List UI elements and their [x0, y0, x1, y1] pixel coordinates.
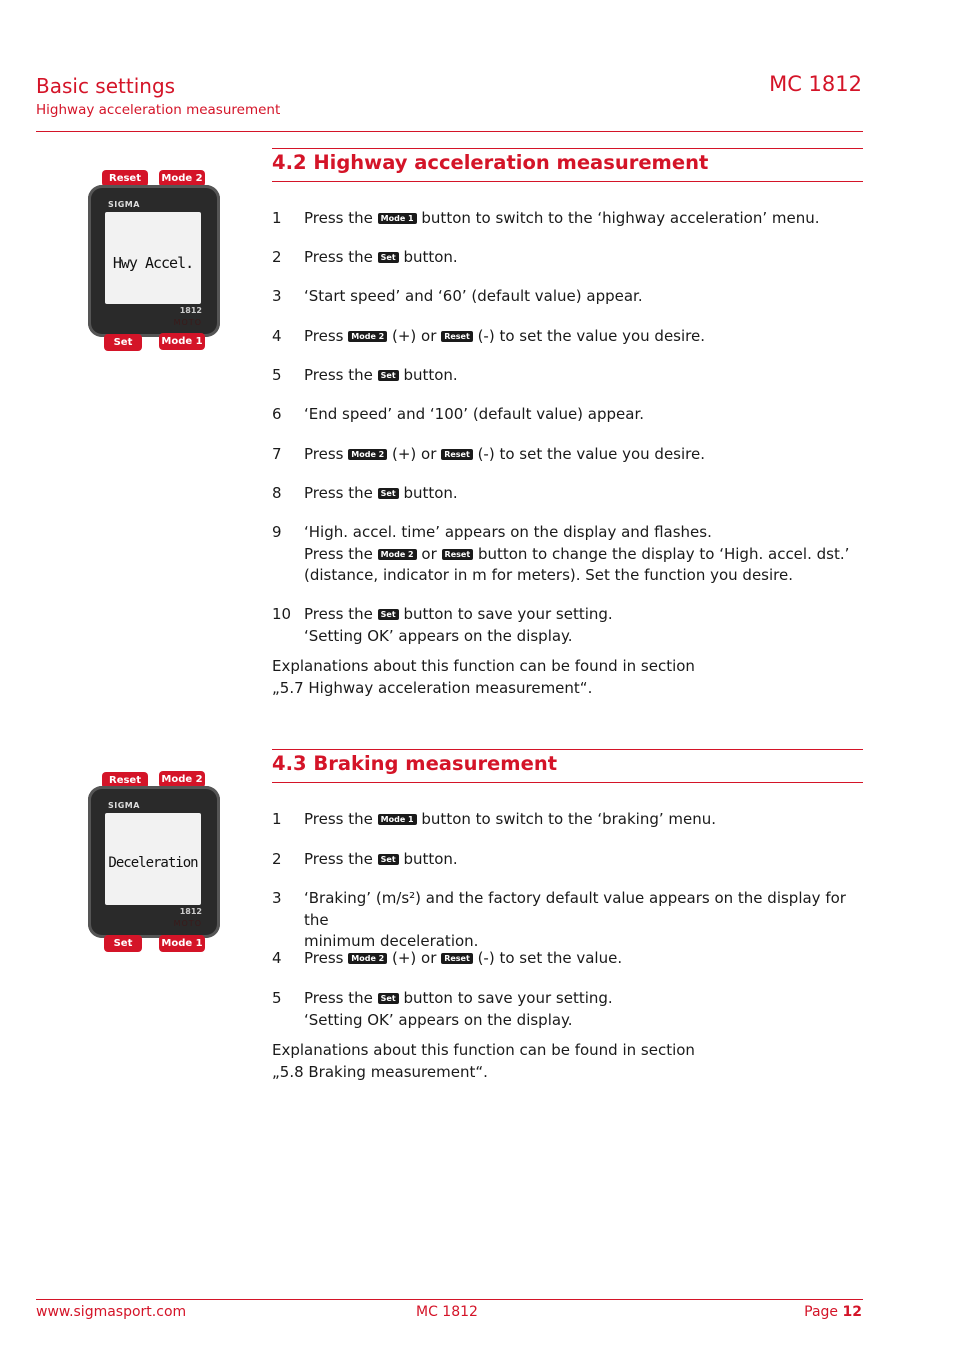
step-number: 4 — [272, 949, 282, 967]
step-number: 5 — [272, 989, 282, 1007]
step-text: button to change the display to ‘High. accel. dst.’ — [477, 544, 850, 563]
footer-model: MC 1812 — [416, 1304, 478, 1320]
step-text: ‘Setting OK’ appears on the display. — [304, 1010, 573, 1029]
device-model-mark: 1812 — [179, 907, 202, 916]
sigma-logo: SIGMA — [108, 801, 140, 810]
step-text: Press the — [304, 544, 373, 563]
step-text: button to save your setting. — [403, 989, 613, 1007]
step-text: Press — [304, 327, 344, 345]
device-mode2-tab: Mode 2 — [159, 771, 205, 788]
step-number: 1 — [272, 209, 282, 227]
footer-url-link[interactable]: www.sigmasport.com — [36, 1304, 187, 1320]
step-number: 2 — [272, 248, 282, 266]
section-4-3-note — [272, 1039, 852, 1083]
step-number: 10 — [272, 605, 292, 623]
note-text: „5.8 Braking measurement“. — [272, 1063, 488, 1081]
set-button-icon: Set — [378, 488, 399, 499]
note-text: Explanations about this function can be found in section — [272, 1041, 695, 1059]
device-illustration-deceleration — [86, 771, 226, 961]
step-number: 5 — [272, 366, 282, 384]
mode2-button-icon: Mode 2 — [378, 549, 417, 560]
reset-button-icon: Reset — [442, 549, 474, 560]
step-number: 6 — [272, 405, 282, 423]
section-4-2-heading — [272, 148, 863, 182]
mode1-button-icon: Mode 1 — [378, 814, 417, 825]
step-number: 3 — [272, 889, 282, 907]
device-model-mark: 1812 — [179, 306, 202, 315]
step-text: Press the — [304, 484, 373, 502]
step-text: button to switch to the ‘braking’ menu. — [421, 810, 717, 828]
header-subtitle: Highway acceleration measurement — [36, 102, 281, 118]
step-text: button. — [403, 248, 458, 266]
step-text: (-) to set the value. — [477, 949, 623, 967]
device-moto-mark: MOTO — [173, 919, 202, 928]
section-4-3-heading — [272, 749, 863, 783]
step-text: button. — [403, 366, 458, 384]
device-screen — [105, 813, 201, 905]
step-text: button to save your setting. — [403, 605, 613, 623]
page-label: Page — [804, 1304, 839, 1320]
step-text: Press the — [304, 209, 373, 227]
step-text: (distance, indicator in m for meters). Set the function you desire. — [304, 566, 794, 584]
step-text: (-) to set the value you desire. — [477, 327, 706, 345]
step-text: Press the — [304, 810, 373, 828]
step-text: ‘Start speed’ and ‘60’ (default value) appear. — [304, 287, 643, 305]
set-button-icon: Set — [378, 252, 399, 263]
step-text: button. — [403, 484, 458, 502]
footer-page — [804, 1304, 862, 1320]
section-4-2-title: 4.2 Highway acceleration measurement — [272, 151, 709, 174]
footer-rule — [36, 1299, 863, 1300]
device-moto-mark: MOTO — [173, 318, 202, 327]
step-text: button. — [403, 850, 458, 868]
step-text: Press the — [304, 248, 373, 266]
step-number: 9 — [272, 523, 282, 541]
page-number: 12 — [842, 1304, 862, 1320]
step-number: 3 — [272, 287, 282, 305]
reset-button-icon: Reset — [441, 953, 473, 964]
step-text: Press — [304, 445, 344, 463]
set-button-icon: Set — [378, 609, 399, 620]
step-text: ‘Braking’ (m/s²) and the factory default value appears on the display for the — [304, 889, 846, 929]
device-mode1-tab: Mode 1 — [159, 935, 205, 952]
set-button-icon: Set — [378, 370, 399, 381]
step-text: minimum deceleration. — [304, 932, 479, 950]
device-mode1-tab: Mode 1 — [159, 333, 205, 350]
step-text: button to switch to the ‘highway acceleration’ menu. — [421, 209, 820, 227]
step-text: Press the — [304, 605, 373, 623]
header-rule — [36, 131, 863, 132]
device-set-tab: Set — [104, 935, 142, 952]
step-number: 2 — [272, 850, 282, 868]
step-text: ‘High. accel. time’ appears on the display and flashes. — [304, 523, 712, 541]
note-text: Explanations about this function can be found in section — [272, 657, 695, 675]
device-reset-tab: Reset — [102, 170, 148, 187]
set-button-icon: Set — [378, 993, 399, 1004]
device-body — [88, 786, 220, 938]
step-number: 1 — [272, 810, 282, 828]
mode2-button-icon: Mode 2 — [348, 953, 387, 964]
step-text: ‘End speed’ and ‘100’ (default value) appear. — [304, 405, 645, 423]
mode2-button-icon: Mode 2 — [348, 449, 387, 460]
step-text: or — [421, 544, 437, 563]
device-illustration-hwy-accel — [86, 170, 226, 360]
step-text: Press the — [304, 989, 373, 1007]
step-number: 8 — [272, 484, 282, 502]
device-body — [88, 185, 220, 337]
step-text: (+) or — [392, 327, 437, 345]
step-text: Press the — [304, 366, 373, 384]
screen-text: Deceleration — [108, 855, 198, 871]
note-text: „5.7 Highway acceleration measurement“. — [272, 679, 593, 697]
screen-text: Hwy Accel. — [112, 254, 194, 272]
step-text: (-) to set the value you desire. — [477, 445, 706, 463]
step-text: Press — [304, 949, 344, 967]
header-model: MC 1812 — [769, 72, 862, 96]
mode1-button-icon: Mode 1 — [378, 213, 417, 224]
mode2-button-icon: Mode 2 — [348, 331, 387, 342]
header-title: Basic settings — [36, 74, 176, 98]
section-4-3-title: 4.3 Braking measurement — [272, 752, 558, 775]
set-button-icon: Set — [378, 854, 399, 865]
device-reset-tab: Reset — [102, 772, 148, 789]
step-text: Press the — [304, 850, 373, 868]
reset-button-icon: Reset — [441, 449, 473, 460]
reset-button-icon: Reset — [441, 331, 473, 342]
device-mode2-tab: Mode 2 — [159, 170, 205, 187]
device-set-tab: Set — [104, 334, 142, 351]
step-text: (+) or — [392, 445, 437, 463]
step-text: ‘Setting OK’ appears on the display. — [304, 626, 573, 645]
sigma-logo: SIGMA — [108, 200, 140, 209]
step-number: 7 — [272, 445, 282, 463]
section-4-2-note — [272, 655, 852, 699]
step-text: (+) or — [392, 949, 437, 967]
step-number: 4 — [272, 327, 282, 345]
device-screen — [105, 212, 201, 304]
